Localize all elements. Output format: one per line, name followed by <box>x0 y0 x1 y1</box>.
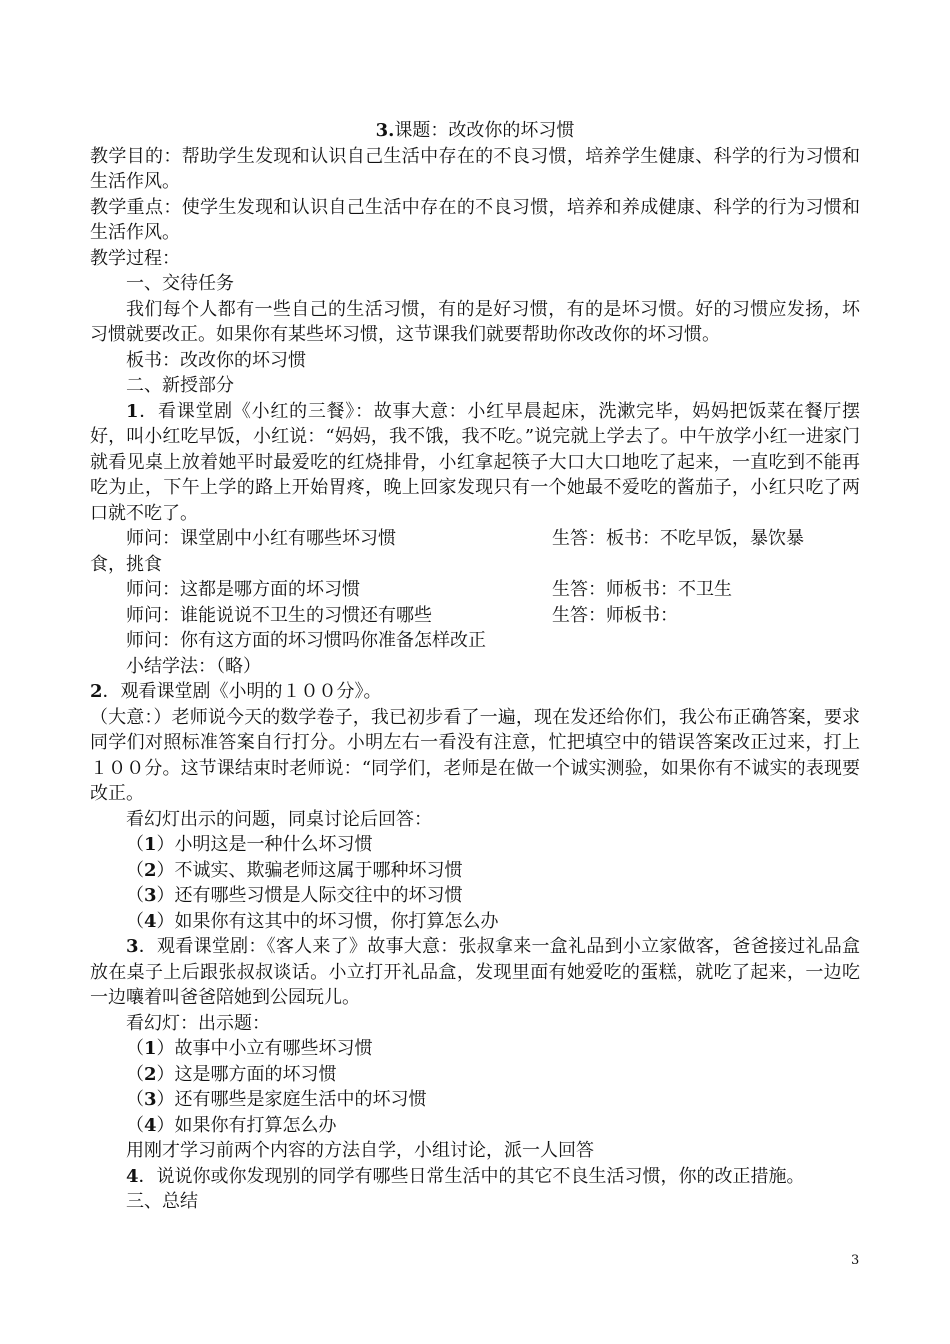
lesson-title-text: 课题：改改你的坏习惯 <box>394 120 575 141</box>
student-answer: 生答：师板书：不卫生 <box>552 579 732 600</box>
part1-number: 1 <box>126 400 139 422</box>
question-item: （1）故事中小立有哪些坏习惯 <box>126 1038 373 1059</box>
part4-number: 4 <box>126 1165 139 1187</box>
page-number: 3 <box>851 1253 860 1268</box>
section1-heading: 一、交待任务 <box>126 273 234 294</box>
section2-heading: 二、新授部分 <box>126 375 234 396</box>
student-answer-continued: 食，挑食 <box>90 553 162 575</box>
part4-text: ．说说你或你发现别的同学有哪些日常生活中的其它不良生活习惯，你的改正措施。 <box>138 1165 805 1187</box>
part3-text: ．观看课堂剧：《客人来了》故事大意：张叔拿来一盒礼品到小立家做客，爸爸接过礼品盒放在桌子上后跟张叔叔谈话。小立打开礼品盒，发现里面有她爱吃的蛋糕，就吃了起来，一边吃一边嚷着叫爸爸陪她到公园玩儿。 <box>90 936 860 1008</box>
section3-heading: 三、总结 <box>126 1191 198 1212</box>
part3-number: 3 <box>126 936 139 957</box>
teacher-question: 师问：谁能说说不卫生的习惯还有哪些 <box>126 604 432 626</box>
part1-paragraph <box>90 399 860 527</box>
student-answer: 生答：师板书： <box>552 604 678 626</box>
part4-paragraph <box>90 1164 860 1190</box>
lesson-title <box>90 118 860 144</box>
part2-title-text: ．观看课堂剧《小明的１００分》。 <box>102 681 382 702</box>
part1-summary: 小结学法：（略） <box>126 655 261 677</box>
part2-body: （大意：）老师说今天的数学卷子，我已初步看了一遍，现在发还给你们，我公布正确答案，要求同学们对照标准答案自行打分。小明左右一看没有注意，忙把填空中的错误答案改正过来，打上１００分。这节课结束时老师说：“同学们，老师是在做一个诚实测验，如果你有不诚实的表现要改正。 <box>90 706 860 804</box>
question-item: （4）如果你有打算怎么办 <box>126 1114 337 1136</box>
section1-body: 我们每个人都有一些自己的生活习惯，有的是好习惯，有的是坏习惯。好的习惯应发扬，坏习惯就要改正。如果你有某些坏习惯，这节课我们就要帮助你改改你的坏习惯。 <box>90 298 860 345</box>
qa-row <box>90 603 860 629</box>
process-heading: 教学过程： <box>90 247 180 269</box>
part2-prompt: 看幻灯出示的问题，同桌讨论后回答： <box>126 808 432 830</box>
teacher-question: 师问：你有这方面的坏习惯吗你准备怎样改正 <box>126 630 486 651</box>
document-page <box>90 118 860 1215</box>
part3-paragraph <box>90 934 860 1011</box>
question-item: （2）不诚实、欺骗老师这属于哪种坏习惯 <box>126 859 463 881</box>
question-item: （3）还有哪些习惯是人际交往中的坏习惯 <box>126 885 463 906</box>
teacher-question: 师问：这都是哪方面的坏习惯 <box>126 579 360 600</box>
question-item: （3）还有哪些是家庭生活中的坏习惯 <box>126 1089 427 1110</box>
teaching-focus: 教学重点：使学生发现和认识自己生活中存在的不良习惯，培养和养成健康、科学的行为习惯和生活作风。 <box>90 196 860 243</box>
student-answer: 生答：板书：不吃早饭，暴饮暴 <box>552 528 804 549</box>
question-item: （4）如果你有这其中的坏习惯，你打算怎么办 <box>126 910 499 932</box>
lesson-number: 3. <box>375 120 395 141</box>
part3-prompt: 看幻灯：出示题： <box>126 1012 270 1034</box>
teaching-objective: 教学目的：帮助学生发现和认识自己生活中存在的不良习惯，培养学生健康、科学的行为习惯和生活作风。 <box>90 145 860 192</box>
question-item: （2）这是哪方面的坏习惯 <box>126 1063 337 1085</box>
qa-row <box>90 577 860 603</box>
part2-number: 2 <box>90 681 103 702</box>
teacher-question: 师问：课堂剧中小红有哪些坏习惯 <box>126 528 396 549</box>
part3-method: 用刚才学习前两个内容的方法自学，小组讨论，派一人回答 <box>126 1140 594 1161</box>
section1-board: 板书：改改你的坏习惯 <box>126 349 306 371</box>
question-item: （1）小明这是一种什么坏习惯 <box>126 834 373 855</box>
qa-row <box>90 526 860 552</box>
part1-text: ．看课堂剧《小红的三餐》：故事大意：小红早晨起床，洗漱完毕，妈妈把饭菜在餐厅摆好，叫小红吃早饭，小红说：“妈妈，我不饿，我不吃。”说完就上学去了。中午放学小红一进家门就看见桌上放着她平时最爱吃的红烧排骨，小红拿起筷子大口大口地吃了起来，一直吃到不能再吃为止，下午上学的路上开始胃疼，晚上回家发现只有一个她最不爱吃的酱茄子，小红只吃了两口就不吃了。 <box>90 400 860 524</box>
part2-title <box>90 679 860 705</box>
